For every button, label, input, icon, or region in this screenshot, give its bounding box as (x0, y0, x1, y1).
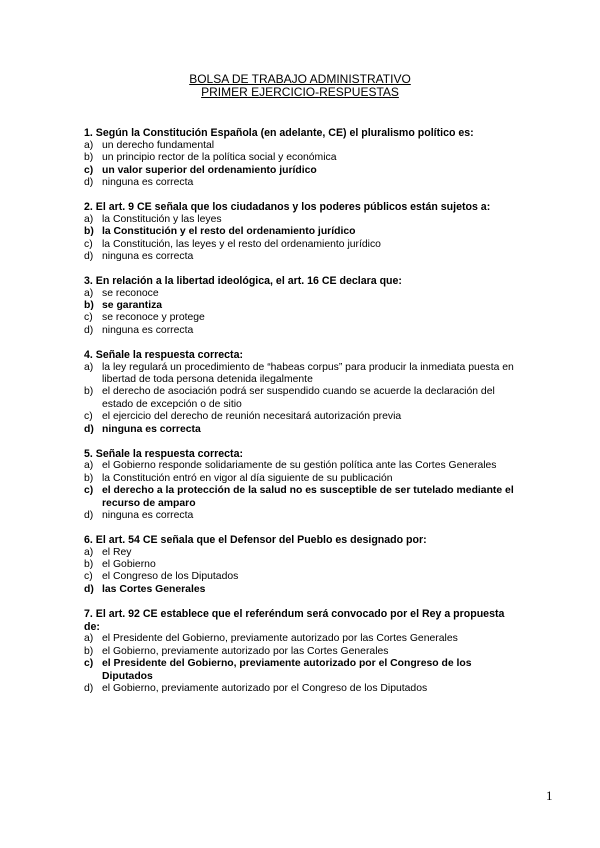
option-letter: a) (84, 460, 94, 472)
answer-option (84, 312, 520, 324)
document-header (0, 73, 600, 99)
option-text: ninguna es correcta (102, 423, 201, 435)
question-title: 5. Señale la respuesta correcta: (84, 447, 243, 460)
question-title: 7. El art. 92 CE establece que el referéndum será convocado por el Rey a propuesta de: (84, 607, 505, 633)
option-text: el Gobierno (102, 559, 156, 571)
option-text: el Presidente del Gobierno, previamente autorizado por las Cortes Generales (102, 633, 458, 645)
answer-option (84, 683, 520, 695)
answer-option (84, 559, 520, 571)
answer-option (84, 473, 520, 485)
answer-option (84, 325, 520, 337)
question-1 (84, 127, 520, 189)
option-text: ninguna es correcta (102, 324, 194, 336)
question-7 (84, 608, 520, 696)
option-letter: a) (84, 139, 94, 151)
option-letter: d) (84, 583, 94, 595)
correct-answer-option (84, 485, 520, 510)
questions-list (84, 127, 520, 707)
header-subtitle: PRIMER EJERCICIO-RESPUESTAS (201, 85, 399, 99)
question-title: 3. En relación a la libertad ideológica, el art. 16 CE declara que: (84, 274, 402, 287)
page-number: 1 (546, 788, 553, 803)
question-title: 6. El art. 54 CE señala que el Defensor del Pueblo es designado por: (84, 533, 427, 546)
option-text: el derecho a la protección de la salud no es susceptible de ser tutelado mediante el recurso de amparo (102, 485, 514, 509)
option-text: el Rey (102, 546, 132, 558)
option-letter: b) (84, 300, 94, 312)
option-letter: b) (84, 226, 94, 238)
answer-option (84, 547, 520, 559)
header-title: BOLSA DE TRABAJO ADMINISTRATIVO (189, 72, 411, 86)
answer-option (84, 214, 520, 226)
option-text: la Constitución, las leyes y el resto del ordenamiento jurídico (102, 238, 381, 250)
correct-answer-option (84, 658, 520, 683)
option-letter: c) (84, 658, 94, 670)
question-4 (84, 349, 520, 436)
option-letter: c) (84, 485, 94, 497)
option-text: la Constitución y el resto del ordenamiento jurídico (102, 226, 356, 238)
option-letter: d) (84, 324, 94, 336)
answer-option (84, 177, 520, 189)
question-title: 2. El art. 9 CE señala que los ciudadanos y los poderes públicos están sujetos a: (84, 200, 491, 213)
option-letter: a) (84, 633, 94, 645)
option-text: el Gobierno, previamente autorizado por las Cortes Generales (102, 645, 389, 657)
question-5 (84, 448, 520, 523)
answer-option (84, 239, 520, 251)
answer-option (84, 571, 520, 583)
option-letter: c) (84, 164, 94, 176)
option-text: ninguna es correcta (102, 250, 194, 262)
answer-option (84, 288, 520, 300)
question-3 (84, 275, 520, 337)
option-text: el derecho de asociación podrá ser suspendido cuando se acuerde la declaración del estado de excepción o de sitio (102, 386, 495, 410)
option-letter: b) (84, 472, 94, 484)
answer-option (84, 152, 520, 164)
correct-answer-option (84, 424, 520, 436)
option-letter: b) (84, 645, 94, 657)
option-text: el Gobierno responde solidariamente de su gestión política ante las Cortes Generales (102, 460, 497, 472)
answer-option (84, 510, 520, 522)
answer-option (84, 411, 520, 423)
option-text: el ejercicio del derecho de reunión necesitará autorización previa (102, 411, 402, 423)
answer-option (84, 386, 520, 411)
option-text: un principio rector de la política social y económica (102, 152, 337, 164)
option-letter: a) (84, 287, 94, 299)
option-letter: d) (84, 177, 94, 189)
option-letter: c) (84, 411, 93, 423)
correct-answer-option (84, 165, 520, 177)
option-text: el Presidente del Gobierno, previamente autorizado por el Congreso de los Diputados (102, 658, 472, 682)
answer-option (84, 460, 520, 472)
option-text: la Constitución entró en vigor al día siguiente de su publicación (102, 472, 393, 484)
option-letter: a) (84, 361, 94, 373)
answer-option (84, 140, 520, 152)
option-letter: d) (84, 682, 94, 694)
answer-option (84, 646, 520, 658)
option-text: la ley regulará un procedimiento de “habeas corpus” para producir la inmediata puesta en libertad de toda persona detenida ilegalmente (102, 361, 514, 385)
question-title: 1. Según la Constitución Española (en adelante, CE) el pluralismo político es: (84, 127, 474, 139)
option-letter: d) (84, 423, 94, 435)
option-letter: b) (84, 559, 94, 571)
option-letter: c) (84, 312, 93, 324)
option-text: ninguna es correcta (102, 177, 194, 189)
question-2 (84, 201, 520, 263)
option-letter: d) (84, 509, 94, 521)
option-letter: c) (84, 571, 93, 583)
option-text: un valor superior del ordenamiento jurídico (102, 164, 317, 176)
option-letter: a) (84, 213, 94, 225)
correct-answer-option (84, 584, 520, 596)
option-text: la Constitución y las leyes (102, 213, 222, 225)
answer-option (84, 633, 520, 645)
option-text: el Congreso de los Diputados (102, 571, 239, 583)
answer-option (84, 362, 520, 387)
question-6 (84, 534, 520, 596)
option-text: se reconoce y protege (102, 312, 205, 324)
option-text: ninguna es correcta (102, 509, 194, 521)
option-text: se reconoce (102, 287, 159, 299)
correct-answer-option (84, 300, 520, 312)
option-text: se garantiza (102, 300, 163, 312)
answer-option (84, 251, 520, 263)
option-letter: b) (84, 152, 94, 164)
option-letter: a) (84, 546, 94, 558)
option-text: el Gobierno, previamente autorizado por el Congreso de los Diputados (102, 682, 428, 694)
correct-answer-option (84, 226, 520, 238)
option-text: las Cortes Generales (102, 583, 206, 595)
option-letter: b) (84, 386, 94, 398)
option-letter: d) (84, 250, 94, 262)
option-text: un derecho fundamental (102, 139, 215, 151)
question-title: 4. Señale la respuesta correcta: (84, 348, 243, 361)
option-letter: c) (84, 238, 93, 250)
